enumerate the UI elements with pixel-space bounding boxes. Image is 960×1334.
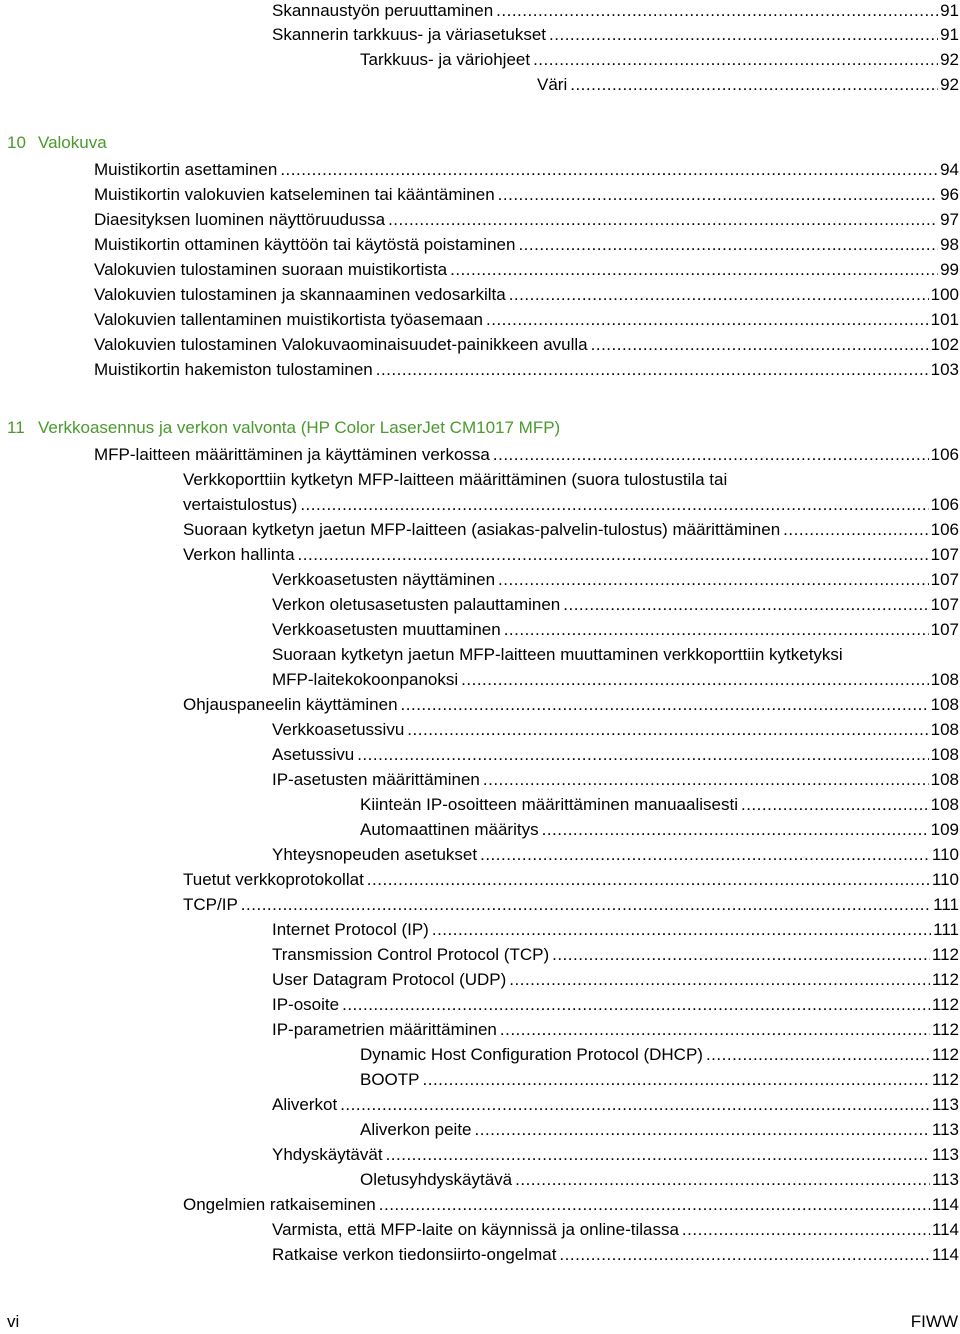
toc-leader-dots <box>342 992 930 1017</box>
toc-entry-title: TCP/IP <box>183 895 238 914</box>
toc-entry[interactable] <box>94 207 959 232</box>
toc-entry[interactable] <box>183 692 959 717</box>
toc-entry-title: Väri <box>537 75 568 94</box>
footer-label: FIWW <box>910 1312 958 1331</box>
toc-leader-dots <box>570 72 938 97</box>
toc-entry-page: 107 <box>930 595 959 614</box>
toc-entry-title: MFP-laitekokoonpanoksi <box>272 670 459 689</box>
toc-entry-title: Verkon hallinta <box>183 545 295 564</box>
toc-entry-page: 113 <box>931 1145 959 1164</box>
toc-entry-title: Dynamic Host Configuration Protocol (DHCP) <box>360 1045 703 1064</box>
toc-entry[interactable] <box>272 1017 959 1042</box>
toc-entry-title: Verkkoasetusten näyttäminen <box>272 570 496 589</box>
toc-leader-dots <box>432 917 931 942</box>
toc-entry[interactable] <box>183 517 959 542</box>
toc-entry-title: Yhteysnopeuden asetukset <box>272 845 478 864</box>
toc-entry-title: Verkkoasetusten muuttaminen <box>272 620 501 639</box>
chapter-title: Valokuva <box>38 133 107 152</box>
toc-entry-page: 112 <box>931 1070 959 1089</box>
chapter-number: 10 <box>7 133 26 152</box>
toc-entry[interactable] <box>272 917 959 942</box>
toc-entry[interactable] <box>94 257 959 282</box>
toc-entry-title: Valokuvien tulostaminen suoraan muistikortista <box>94 260 448 279</box>
toc-entry[interactable] <box>183 542 959 567</box>
toc-entry-page: 91 <box>940 25 959 44</box>
toc-entry-page: 113 <box>931 1170 959 1189</box>
toc-entry-page: 110 <box>931 845 959 864</box>
toc-entry-title: Yhdyskäytävät <box>272 1145 383 1164</box>
toc-entry-title: User Datagram Protocol (UDP) <box>272 970 507 989</box>
toc-entry[interactable] <box>272 567 959 592</box>
toc-entry-page: 108 <box>930 670 959 689</box>
toc-entry-title: Asetussivu <box>272 745 355 764</box>
toc-entry-title: BOOTP <box>360 1070 420 1089</box>
toc-leader-dots <box>298 542 929 567</box>
toc-entry-title: Skannerin tarkkuus- ja väriasetukset <box>272 25 547 44</box>
toc-entry[interactable] <box>94 357 959 382</box>
toc-entry-title: Varmista, että MFP-laite on käynnissä ja online-tilassa <box>272 1220 679 1239</box>
toc-entry-page: 108 <box>930 720 959 739</box>
toc-leader-dots <box>340 1092 930 1117</box>
toc-entry[interactable] <box>272 992 959 1017</box>
toc-entry[interactable] <box>94 307 959 332</box>
chapter-title: Verkkoasennus ja verkon valvonta (HP Color LaserJet CM1017 MFP) <box>38 418 561 437</box>
toc-entry[interactable] <box>94 182 959 207</box>
toc-entry[interactable] <box>272 1242 959 1267</box>
toc-leader-dots <box>496 0 938 23</box>
toc-entry-page: 114 <box>931 1195 959 1214</box>
toc-leader-dots <box>498 182 938 207</box>
toc-entry-page: 106 <box>930 445 959 464</box>
toc-entry-page: 111 <box>933 895 959 914</box>
toc-entry[interactable] <box>94 442 959 467</box>
toc-leader-dots <box>509 282 929 307</box>
toc-entry-title: Ongelmien ratkaiseminen <box>183 1195 376 1214</box>
toc-entry-title: Muistikortin valokuvien katseleminen tai kääntäminen <box>94 185 495 204</box>
toc-leader-dots <box>241 892 931 917</box>
toc-entry-page: 91 <box>940 1 959 20</box>
toc-leader-dots <box>367 867 930 892</box>
toc-leader-dots <box>300 492 928 517</box>
toc-entry[interactable] <box>272 0 959 23</box>
toc-entry[interactable] <box>94 157 959 182</box>
toc-leader-dots <box>741 792 929 817</box>
toc-entry-page: 92 <box>940 50 959 69</box>
toc-entry-title: Muistikortin hakemiston tulostaminen <box>94 360 373 379</box>
toc-entry-title: vertaistulostus) <box>183 495 298 514</box>
toc-entry[interactable] <box>360 1067 959 1092</box>
toc-entry-title: Tuetut verkkoprotokollat <box>183 870 364 889</box>
chapter-number: 11 <box>7 418 25 437</box>
toc-entry[interactable] <box>183 867 959 892</box>
toc-leader-dots <box>475 1117 930 1142</box>
toc-entry[interactable] <box>183 1192 959 1217</box>
toc-entry[interactable] <box>183 892 959 917</box>
toc-entry-title: Automaattinen määritys <box>360 820 539 839</box>
toc-entry-page: 110 <box>931 870 959 889</box>
toc-entry-title: Verkon oletusasetusten palauttaminen <box>272 595 561 614</box>
toc-entry-page: 92 <box>940 75 959 94</box>
toc-entry-page: 113 <box>931 1120 959 1139</box>
toc-entry-page: 94 <box>940 160 959 179</box>
toc-entry-page: 106 <box>930 495 959 514</box>
toc-entry-page: 108 <box>930 695 959 714</box>
toc-leader-dots <box>388 207 938 232</box>
toc-entry-page: 113 <box>931 1095 959 1114</box>
toc-entry-title: IP-osoite <box>272 995 340 1014</box>
toc-leader-dots <box>591 332 929 357</box>
toc-entry-title: Internet Protocol (IP) <box>272 920 429 939</box>
toc-entry-page: 112 <box>931 945 959 964</box>
toc-entry[interactable] <box>272 1142 959 1167</box>
toc-entry[interactable] <box>94 332 959 357</box>
toc-entry-page: 98 <box>940 235 959 254</box>
toc-entry-page: 107 <box>930 620 959 639</box>
toc-leader-dots <box>401 692 929 717</box>
toc-leader-dots <box>518 232 938 257</box>
toc-entry[interactable] <box>360 1117 959 1142</box>
toc-leader-dots <box>515 1167 930 1192</box>
toc-entry-title: Valokuvien tallentaminen muistikortista työasemaan <box>94 310 483 329</box>
toc-leader-dots <box>682 1217 930 1242</box>
chapter-heading[interactable] <box>7 415 560 441</box>
toc-entry[interactable] <box>272 617 959 642</box>
toc-entry-title: Aliverkot <box>272 1095 338 1114</box>
toc-leader-dots <box>552 942 930 967</box>
toc-entry-title: Oletusyhdyskäytävä <box>360 1170 513 1189</box>
toc-entry[interactable] <box>272 22 959 47</box>
toc-entry[interactable] <box>360 1167 959 1192</box>
toc-leader-dots <box>504 617 929 642</box>
toc-entry-page: 101 <box>930 310 959 329</box>
toc-leader-dots <box>500 1017 930 1042</box>
toc-entry[interactable] <box>183 492 959 517</box>
toc-entry-page: 112 <box>931 970 959 989</box>
toc-entry-page: 108 <box>930 770 959 789</box>
toc-leader-dots <box>480 842 930 867</box>
toc-entry-page: 103 <box>930 360 959 379</box>
toc-entry-title: Suoraan kytketyn jaetun MFP-laitteen (asiakas-palvelin-tulostus) määrittäminen <box>183 520 781 539</box>
toc-entry-title: Muistikortin asettaminen <box>94 160 278 179</box>
toc-entry-page: 112 <box>931 995 959 1014</box>
toc-entry-page: 109 <box>930 820 959 839</box>
toc-entry-first-line[interactable]: Suoraan kytketyn jaetun MFP-laitteen muuttaminen verkkoporttiin kytketyksi <box>272 645 843 664</box>
toc-entry[interactable] <box>360 817 959 842</box>
toc-entry-first-line[interactable]: Verkkoporttiin kytketyn MFP-laitteen määrittäminen (suora tulostustila tai <box>183 470 728 489</box>
toc-entry-page: 112 <box>931 1045 959 1064</box>
toc-entry[interactable] <box>94 282 959 307</box>
toc-leader-dots <box>498 567 929 592</box>
toc-leader-dots <box>559 1242 929 1267</box>
toc-entry-page: 108 <box>930 745 959 764</box>
toc-leader-dots <box>386 1142 930 1167</box>
footer-page-number: vi <box>7 1312 20 1331</box>
toc-leader-dots <box>376 357 929 382</box>
toc-entry[interactable] <box>537 72 959 97</box>
toc-entry-title: Kiinteän IP-osoitteen määrittäminen manuaalisesti <box>360 795 738 814</box>
toc-entry-title: Ratkaise verkon tiedonsiirto-ongelmat <box>272 1245 557 1264</box>
toc-entry[interactable] <box>360 47 959 72</box>
toc-entry[interactable] <box>272 1092 959 1117</box>
toc-leader-dots <box>509 967 930 992</box>
toc-entry-page: 106 <box>930 520 959 539</box>
toc-leader-dots <box>450 257 938 282</box>
toc-entry-title: Valokuvien tulostaminen ja skannaaminen vedosarkilta <box>94 285 506 304</box>
toc-entry-title: IP-asetusten määrittäminen <box>272 770 480 789</box>
toc-entry-title: Tarkkuus- ja väriohjeet <box>360 50 531 69</box>
toc-entry[interactable] <box>272 967 959 992</box>
toc-entry-page: 107 <box>930 570 959 589</box>
toc-entry-page: 99 <box>940 260 959 279</box>
toc-entry-page: 112 <box>931 1020 959 1039</box>
toc-entry-title: Muistikortin ottaminen käyttöön tai käytöstä poistaminen <box>94 235 516 254</box>
toc-entry[interactable] <box>272 942 959 967</box>
toc-entry-title: Transmission Control Protocol (TCP) <box>272 945 550 964</box>
toc-entry-page: 102 <box>930 335 959 354</box>
toc-leader-dots <box>533 47 938 72</box>
toc-entry[interactable] <box>272 717 959 742</box>
toc-entry[interactable] <box>272 592 959 617</box>
toc-entry[interactable] <box>94 232 959 257</box>
toc-entry-title: Valokuvien tulostaminen Valokuvaominaisuudet-painikkeen avulla <box>94 335 588 354</box>
toc-entry-title: Skannaustyön peruuttaminen <box>272 1 494 20</box>
toc-entry[interactable] <box>272 1217 959 1242</box>
toc-entry-page: 96 <box>940 185 959 204</box>
toc-leader-dots <box>542 817 929 842</box>
toc-leader-dots <box>486 307 929 332</box>
toc-entry[interactable] <box>360 792 959 817</box>
chapter-heading[interactable] <box>7 130 107 156</box>
toc-entry-title: Verkkoasetussivu <box>272 720 405 739</box>
toc-entry[interactable] <box>272 667 959 692</box>
toc-leader-dots <box>483 767 929 792</box>
toc-entry-page: 100 <box>930 285 959 304</box>
toc-entry[interactable] <box>272 767 959 792</box>
toc-entry-title: Aliverkon peite <box>360 1120 472 1139</box>
toc-entry[interactable] <box>272 842 959 867</box>
toc-entry-page: 97 <box>940 210 959 229</box>
toc-leader-dots <box>706 1042 930 1067</box>
toc-entry-title: Diaesityksen luominen näyttöruudussa <box>94 210 386 229</box>
toc-leader-dots <box>280 157 938 182</box>
toc-entry-page: 114 <box>931 1220 959 1239</box>
toc-leader-dots <box>407 717 928 742</box>
toc-entry[interactable] <box>360 1042 959 1067</box>
toc-leader-dots <box>493 442 929 467</box>
toc-leader-dots <box>783 517 928 542</box>
toc-entry[interactable] <box>272 742 959 767</box>
toc-leader-dots <box>423 1067 930 1092</box>
toc-entry-page: 114 <box>931 1245 959 1264</box>
toc-entry-page: 107 <box>930 545 959 564</box>
toc-entry-title: MFP-laitteen määrittäminen ja käyttäminen verkossa <box>94 445 490 464</box>
toc-entry-page: 111 <box>933 920 959 939</box>
toc-leader-dots <box>549 22 938 47</box>
toc-entry-title: Ohjauspaneelin käyttäminen <box>183 695 398 714</box>
toc-entry-page: 108 <box>930 795 959 814</box>
toc-entry-title: IP-parametrien määrittäminen <box>272 1020 497 1039</box>
toc-leader-dots <box>461 667 928 692</box>
toc-leader-dots <box>563 592 928 617</box>
toc-leader-dots <box>379 1192 930 1217</box>
toc-leader-dots <box>357 742 928 767</box>
